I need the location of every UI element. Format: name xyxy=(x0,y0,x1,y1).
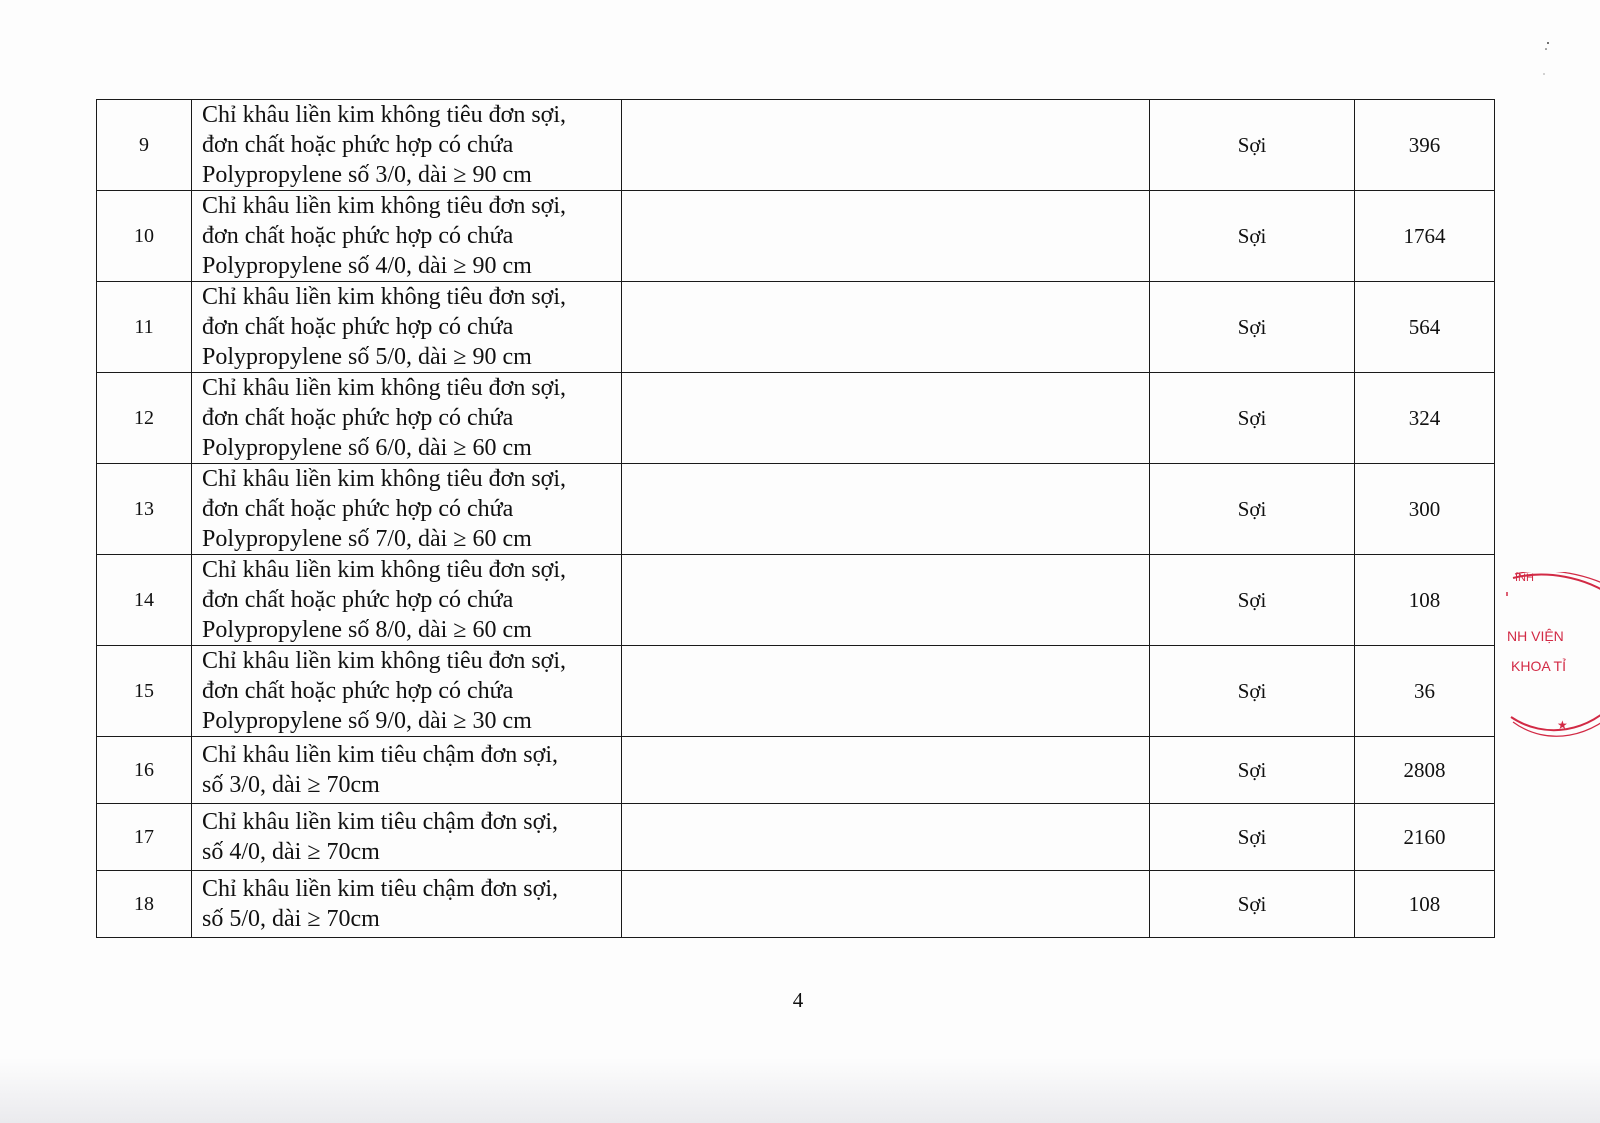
item-name-line: đơn chất hoặc phức hợp có chứa xyxy=(202,587,514,613)
table-row xyxy=(97,100,1495,191)
items-table xyxy=(96,99,1495,938)
item-name-line: Polypropylene số 4/0, dài ≥ 90 cm xyxy=(202,253,532,279)
item-unit: Sợi xyxy=(1150,373,1355,464)
item-quantity: 396 xyxy=(1355,100,1495,191)
item-name xyxy=(192,871,622,938)
row-number: 14 xyxy=(97,555,192,646)
item-name-line: số 4/0, dài ≥ 70cm xyxy=(202,839,380,865)
stamp-text-top: ỈNH xyxy=(1515,572,1534,584)
item-spec xyxy=(622,100,1150,191)
item-unit: Sợi xyxy=(1150,804,1355,871)
item-name-line: Chỉ khâu liền kim không tiêu đơn sợi, xyxy=(202,102,567,128)
table-row xyxy=(97,282,1495,373)
row-number: 10 xyxy=(97,191,192,282)
item-spec xyxy=(622,871,1150,938)
item-spec xyxy=(622,804,1150,871)
table-row xyxy=(97,555,1495,646)
item-unit: Sợi xyxy=(1150,191,1355,282)
item-name-line: đơn chất hoặc phức hợp có chứa xyxy=(202,132,514,158)
item-unit: Sợi xyxy=(1150,737,1355,804)
table-row xyxy=(97,646,1495,737)
item-quantity: 324 xyxy=(1355,373,1495,464)
item-name xyxy=(192,737,622,804)
row-number: 18 xyxy=(97,871,192,938)
item-name-line: Chỉ khâu liền kim không tiêu đơn sợi, xyxy=(202,557,567,583)
item-name-line: đơn chất hoặc phức hợp có chứa xyxy=(202,678,514,704)
item-name-line: Chỉ khâu liền kim không tiêu đơn sợi, xyxy=(202,193,567,219)
row-number: 15 xyxy=(97,646,192,737)
item-name-line: đơn chất hoặc phức hợp có chứa xyxy=(202,405,514,431)
item-unit: Sợi xyxy=(1150,555,1355,646)
item-spec xyxy=(622,464,1150,555)
scan-speck-marks xyxy=(1540,40,1570,90)
item-name-line: Polypropylene số 5/0, dài ≥ 90 cm xyxy=(202,344,532,370)
item-unit: Sợi xyxy=(1150,646,1355,737)
item-name-line: số 3/0, dài ≥ 70cm xyxy=(202,772,380,798)
stamp-text-line2: KHOA TỈ xyxy=(1511,658,1566,674)
item-quantity: 108 xyxy=(1355,871,1495,938)
item-name-line: đơn chất hoặc phức hợp có chứa xyxy=(202,314,514,340)
item-name-line: Polypropylene số 9/0, dài ≥ 30 cm xyxy=(202,708,532,734)
item-name-line: Chỉ khâu liền kim không tiêu đơn sợi, xyxy=(202,648,567,674)
item-quantity: 2160 xyxy=(1355,804,1495,871)
item-spec xyxy=(622,373,1150,464)
item-name-line: Chỉ khâu liền kim không tiêu đơn sợi, xyxy=(202,375,567,401)
row-number: 17 xyxy=(97,804,192,871)
page-number: 4 xyxy=(792,988,804,1012)
row-number: 13 xyxy=(97,464,192,555)
stamp-text-line1: NH VIỆN xyxy=(1507,628,1564,644)
item-quantity: 1764 xyxy=(1355,191,1495,282)
item-unit: Sợi xyxy=(1150,464,1355,555)
item-name-line: Chỉ khâu liền kim tiêu chậm đơn sợi, xyxy=(202,742,559,768)
item-name-line: đơn chất hoặc phức hợp có chứa xyxy=(202,496,514,522)
item-unit: Sợi xyxy=(1150,871,1355,938)
item-name-line: Chỉ khâu liền kim tiêu chậm đơn sợi, xyxy=(202,809,559,835)
item-unit: Sợi xyxy=(1150,100,1355,191)
item-name xyxy=(192,804,622,871)
item-quantity: 300 xyxy=(1355,464,1495,555)
item-quantity: 2808 xyxy=(1355,737,1495,804)
table-row xyxy=(97,191,1495,282)
item-quantity: 36 xyxy=(1355,646,1495,737)
table-row xyxy=(97,373,1495,464)
item-quantity: 564 xyxy=(1355,282,1495,373)
item-name-line: số 5/0, dài ≥ 70cm xyxy=(202,906,380,932)
item-name xyxy=(192,464,622,555)
item-name-line: Chỉ khâu liền kim không tiêu đơn sợi, xyxy=(202,466,567,492)
table-row xyxy=(97,871,1495,938)
item-name-line: Chỉ khâu liền kim tiêu chậm đơn sợi, xyxy=(202,876,559,902)
item-name-line: Polypropylene số 6/0, dài ≥ 60 cm xyxy=(202,435,532,461)
item-name-line: đơn chất hoặc phức hợp có chứa xyxy=(202,223,514,249)
row-number: 16 xyxy=(97,737,192,804)
item-name-line: Polypropylene số 8/0, dài ≥ 60 cm xyxy=(202,617,532,643)
item-spec xyxy=(622,555,1150,646)
scan-shadow xyxy=(0,1058,1600,1123)
row-number: 12 xyxy=(97,373,192,464)
item-name xyxy=(192,373,622,464)
item-name xyxy=(192,555,622,646)
item-spec xyxy=(622,282,1150,373)
row-number: 9 xyxy=(97,100,192,191)
item-name xyxy=(192,646,622,737)
item-name-line: Polypropylene số 3/0, dài ≥ 90 cm xyxy=(202,162,532,188)
table-row xyxy=(97,804,1495,871)
item-name-line: Chỉ khâu liền kim không tiêu đơn sợi, xyxy=(202,284,567,310)
table-row xyxy=(97,737,1495,804)
item-quantity: 108 xyxy=(1355,555,1495,646)
stamp-star-icon: ★ xyxy=(1557,718,1568,732)
item-name-line: Polypropylene số 7/0, dài ≥ 60 cm xyxy=(202,526,532,552)
row-number: 11 xyxy=(97,282,192,373)
item-spec xyxy=(622,191,1150,282)
official-seal-stamp xyxy=(1505,572,1600,747)
item-spec xyxy=(622,646,1150,737)
item-name xyxy=(192,100,622,191)
item-spec xyxy=(622,737,1150,804)
item-name xyxy=(192,282,622,373)
item-name xyxy=(192,191,622,282)
item-unit: Sợi xyxy=(1150,282,1355,373)
table-row xyxy=(97,464,1495,555)
